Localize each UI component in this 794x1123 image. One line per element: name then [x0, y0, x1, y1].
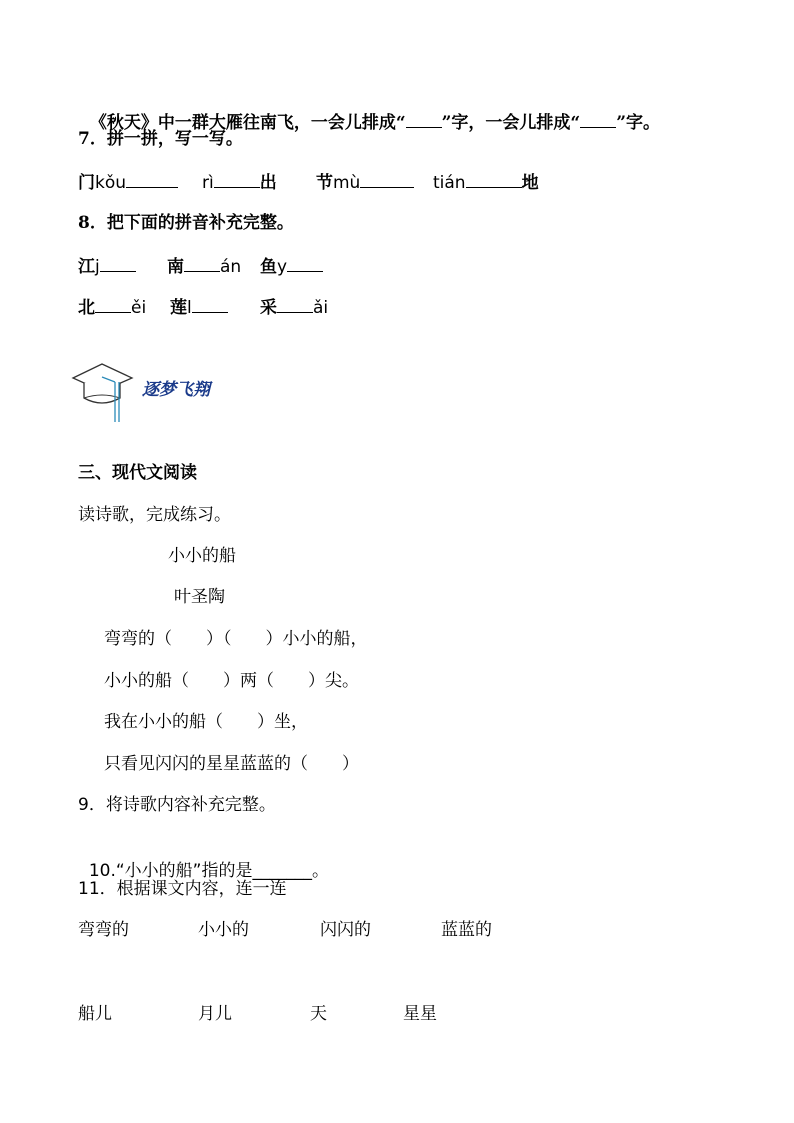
poem-title: 小小的船: [168, 546, 236, 566]
q10-blank[interactable]: _______: [252, 861, 312, 881]
q7-pinyin: kǒu: [95, 173, 127, 193]
q8-char: 鱼: [260, 257, 277, 277]
match-top-item[interactable]: 小小的: [198, 920, 249, 940]
q7-blank[interactable]: [360, 169, 414, 188]
q8-pinyin: ǎi: [313, 298, 329, 318]
q8-char: 莲: [170, 298, 187, 318]
q8-char: 南: [167, 257, 184, 277]
q8-row1-item-1: [78, 253, 136, 279]
poem-line: 只看见闪闪的星星蓝蓝的（ ）: [104, 754, 359, 774]
q7-pinyin: tián: [433, 173, 466, 193]
autumn-question-post: ”字。: [616, 113, 660, 133]
match-top-item[interactable]: 弯弯的: [78, 920, 129, 940]
match-bottom-item[interactable]: 天: [310, 1004, 327, 1024]
q7-blank[interactable]: [126, 169, 178, 188]
q8-row1-item-2: [167, 253, 241, 279]
q7-item-3: [316, 169, 414, 195]
match-top-item[interactable]: 闪闪的: [320, 920, 371, 940]
q7-title: 7．拼一拼，写一写。: [78, 129, 243, 149]
match-bottom-item[interactable]: 星星: [403, 1004, 437, 1024]
q8-pinyin: ěi: [131, 298, 147, 318]
q8-title: 8．把下面的拼音补充完整。: [78, 213, 294, 233]
q8-pinyin: y: [277, 257, 288, 277]
q8-pinyin: l: [187, 298, 192, 318]
match-bottom-item[interactable]: 月儿: [198, 1004, 232, 1024]
q8-blank[interactable]: [184, 253, 220, 272]
q9: 9．将诗歌内容补充完整。: [78, 795, 276, 815]
q8-row2-item-3: [260, 294, 328, 320]
blank-1[interactable]: [406, 109, 442, 128]
q8-char: 江: [78, 257, 95, 277]
q7-char: 地: [521, 173, 539, 193]
q8-blank[interactable]: [100, 253, 136, 272]
graduation-cap-icon: [70, 358, 140, 426]
q7-pinyin: rì: [202, 173, 214, 193]
autumn-question-pre: 《秋天》中一群大雁往南飞，一会儿排成“: [89, 113, 406, 133]
poem-line: 小小的船（ ）两（ ）尖。: [104, 671, 359, 691]
q8-blank[interactable]: [277, 294, 313, 313]
poem-line: 弯弯的（ ）（ ）小小的船，: [104, 629, 368, 649]
poem-line: 我在小小的船（ ）坐，: [104, 712, 308, 732]
q8-pinyin: án: [220, 257, 242, 277]
logo-text: 逐梦飞翔: [142, 380, 210, 400]
q7-char: 节: [316, 173, 333, 193]
poem-author: 叶圣陶: [174, 587, 225, 607]
q8-pinyin: j: [95, 257, 100, 277]
q10: [78, 835, 329, 883]
q8-blank[interactable]: [95, 294, 131, 313]
autumn-question-mid: ”字，一会儿排成“: [441, 113, 581, 133]
q7-item-4: [433, 169, 539, 195]
q7-char: 出: [259, 173, 277, 193]
q7-item-1: [78, 169, 178, 195]
q7-char: 门: [78, 173, 95, 193]
q7-pinyin: mù: [333, 173, 361, 193]
q8-row2-item-2: [170, 294, 228, 320]
q8-row1-item-3: [260, 253, 323, 279]
section-title: 三、现代文阅读: [78, 463, 197, 483]
q10-pre: 10.“小小的船”指的是: [88, 861, 253, 881]
q8-char: 采: [260, 298, 277, 318]
q7-blank[interactable]: [466, 169, 522, 188]
q7-blank[interactable]: [214, 169, 260, 188]
q8-blank[interactable]: [287, 253, 323, 272]
section-instruction: 读诗歌，完成练习。: [78, 505, 231, 525]
match-top-item[interactable]: 蓝蓝的: [441, 920, 492, 940]
q11: 11．根据课文内容，连一连: [78, 879, 287, 899]
q8-char: 北: [78, 298, 95, 318]
q7-item-2: [202, 169, 277, 195]
q8-row2-item-1: [78, 294, 146, 320]
q8-blank[interactable]: [192, 294, 228, 313]
match-bottom-item[interactable]: 船儿: [78, 1004, 112, 1024]
q10-post: 。: [311, 861, 329, 881]
blank-2[interactable]: [580, 109, 616, 128]
